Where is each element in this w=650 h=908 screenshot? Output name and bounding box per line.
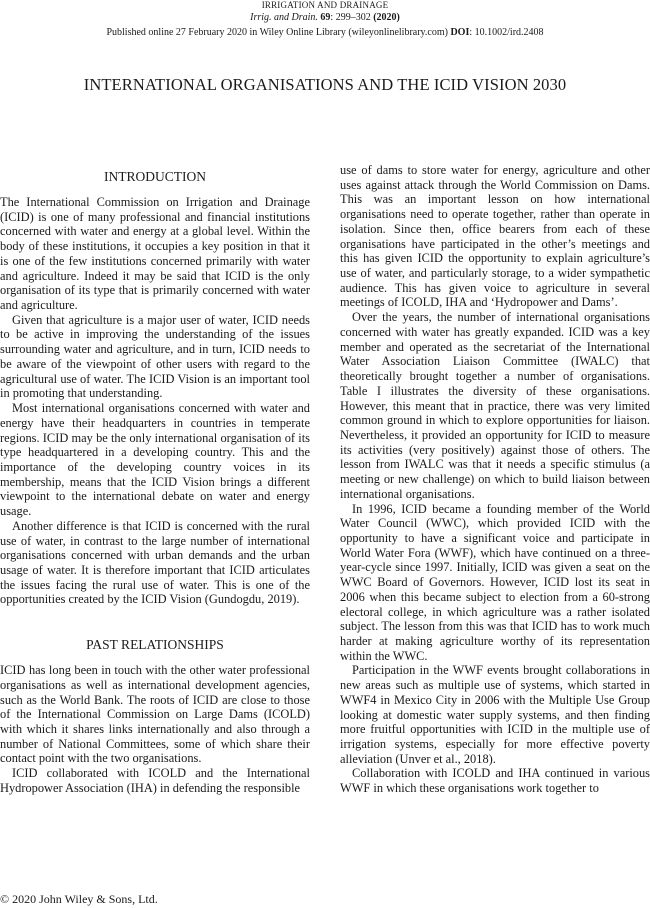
paragraph: ICID has long been in touch with the other water professional organisations as well as international development agencies, such as the World Bank. The roots of ICID are close to those of the International Commission on Large Dams (ICOLD) with which it shares links internationally and also through a number of National Committees, some of which share their contact point with the two organisations. [0,663,310,766]
paragraph: Over the years, the number of international organisations concerned with water has greatly expanded. ICID was a key member and operated as the secretariat of the International Water Association Liaison Committee (IWALC) that theoretically brought together a number of organisations. Table I illustrates the diversity of these organisations. However, this meant that in practice, there was very limited common ground in which to explore opportunities for liaison. Nevertheless, it provided an opportunity for ICID to measure its activities (very positively) against those of others. The lesson from IWALC was that it needs a specific stimulus (a meeting or new challenge) on which to build liaison between international organisations. [340,310,650,501]
doi-value[interactable]: : 10.1002/ird.2408 [469,27,544,38]
paragraph: Given that agriculture is a major user of water, ICID needs to be active in improving the understanding of the issues surrounding water and agriculture, and in turn, ICID needs to be aware of the viewpoint of other users with regard to the agricultural use of water. The ICID Vision is an important tool in promoting that understanding. [0,312,310,401]
journal-abbrev: Irrig. and Drain. [250,12,318,23]
journal-pages: : 299–302 [330,12,371,23]
paragraph: The International Commission on Irrigation and Drainage (ICID) is one of many professional and financial institutions concerned with water and energy at a global level. Within the body of these institutions, it occupies a key position in that it is one of the few institutions concerned primarily with water and agriculture. Indeed it may be said that ICID is the only organisation of its type that is primarily concerned with water and agriculture. [0,195,310,313]
copyright-footer: © 2020 John Wiley & Sons, Ltd. [0,892,158,906]
journal-section-header: IRRIGATION AND DRAINAGE [261,0,389,10]
paragraph: Collaboration with ICOLD and IHA continued in various WWF in which these organisations work together to [340,766,650,796]
paragraph-split: ICID collaborated with ICOLD and the International Hydropower Association (IHA) in defending the responsible [0,766,310,795]
doi-label: DOI [450,27,470,38]
published-online-text: Published online 27 February 2020 in Wiley Online Library (wileyonlinelibrary.com) [106,27,448,38]
citation-line [0,12,650,24]
journal-volume: 69 [320,12,331,23]
paragraph: In 1996, ICID became a founding member of the World Water Council (WWC), which provided ICID with the opportunity to have a significant voice and participate in World Water Fora (WWF), which have continued on a three-year-cycle since 1997. Initially, ICID was given a seat on the WWC Board of Governors. However, ICID lost its seat in 2006 when this became subject to election from a 60-strong electoral college, in which agriculture was a rather isolated subject. The lesson from this was that ICID has to work much harder at making agriculture worthy of its representation within the WWC. [340,501,650,663]
paragraph: Another difference is that ICID is concerned with the rural use of water, in contrast to the large number of international organisations concerned with urban demands and the urban usage of water. It is therefore important that ICID articulates the issues facing the rural use of water. This is one of the opportunities created by the ICID Vision (Gundogdu, 2019). [0,518,310,607]
paragraph: Most international organisations concerned with water and energy have their headquarters in countries in temperate regions. ICID may be the only international organisation of its type headquartered in a developing country. This and the importance of the developing country voices in its membership, means that the ICID Vision brings a different viewpoint to the international debate on water and energy usage. [0,401,310,519]
section-heading-past-relationships: PAST RELATIONSHIPS [86,637,224,653]
publication-line [0,27,650,39]
paragraph: Participation in the WWF events brought collaborations in new areas such as multiple use of systems, which started in WWF4 in Mexico City in 2006 with the Multiple Use Group looking at domestic water supply systems, and then finding more fruitful opportunities with ICID in the multiple use of irrigation systems, especially for more effective poverty alleviation (Unver et al., 2018). [340,663,650,766]
paragraph-continued: use of dams to store water for energy, agriculture and other uses against attack through the World Commission on Dams. This was an important lesson on how international organisations need to operate together, rather than operate in isolation. Since then, office bearers from each of these organisations have participated in the other’s meetings and this has given ICID the opportunity to explain agriculture’s use of water, and particularly storage, to a wider sympathetic audience. This has given voice to agriculture in several meetings of ICOLD, IHA and ‘Hydropower and Dams’. [340,163,650,310]
article-title: INTERNATIONAL ORGANISATIONS AND THE ICID VISION 2030 [83,75,567,94]
right-column [340,163,650,796]
section-heading-introduction: INTRODUCTION [104,169,206,184]
left-column [0,163,310,796]
journal-year: (2020) [373,12,400,23]
